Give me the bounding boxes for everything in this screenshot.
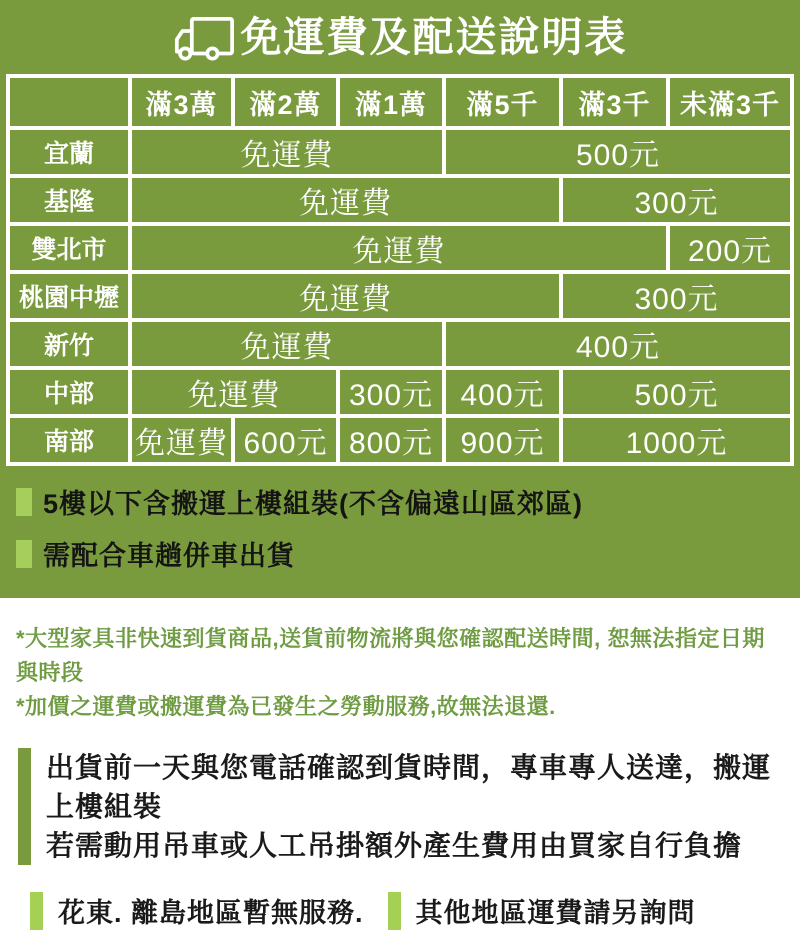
table-row [8, 416, 792, 464]
green-square-marker [16, 540, 32, 568]
bottom-note-other-areas [388, 891, 696, 930]
footnote-line-2: *加價之運費或搬運費為已發生之勞動服務,故無法退還. [16, 694, 556, 719]
table-row [8, 176, 792, 224]
legend-item [16, 534, 800, 573]
bottom-note-text: 其他地區運費請另詢問 [415, 898, 696, 928]
table-row [8, 272, 792, 320]
column-header: 滿3萬 [130, 76, 233, 128]
corner-cell [8, 76, 130, 128]
column-header: 滿3千 [561, 76, 668, 128]
fee-cell: 400元 [444, 368, 561, 416]
table-body [8, 128, 792, 464]
table-row [8, 320, 792, 368]
fee-cell: 免運費 [130, 224, 668, 272]
delivery-note-line-2: 若需動用吊車或人工吊掛額外產生費用由買家自行負擔 [46, 830, 743, 861]
region-label: 基隆 [8, 176, 130, 224]
shipping-fee-table [6, 74, 794, 466]
bottom-note-text: 花東. 離島地區暫無服務. [58, 898, 364, 928]
green-square-marker [16, 488, 32, 516]
region-label: 宜蘭 [8, 128, 130, 176]
sheet-header [0, 0, 800, 74]
table-row [8, 368, 792, 416]
fee-cell: 免運費 [130, 176, 561, 224]
green-bar-marker [388, 892, 401, 930]
table-header-row [8, 76, 792, 128]
footnotes [0, 598, 800, 724]
footnote-line-1: *大型家具非快速到貨商品,送貨前物流將與您確認配送時間, 恕無法指定日期與時段 [16, 626, 765, 685]
fee-cell: 500元 [561, 368, 792, 416]
fee-cell: 免運費 [130, 368, 338, 416]
fee-cell: 600元 [233, 416, 338, 464]
white-panel [0, 598, 800, 930]
fee-cell: 1000元 [561, 416, 792, 464]
region-label: 中部 [8, 368, 130, 416]
bottom-notes [30, 891, 784, 930]
column-header: 未滿3千 [668, 76, 792, 128]
fee-cell: 免運費 [130, 272, 561, 320]
green-bar-marker [30, 892, 43, 930]
legend [0, 466, 800, 573]
region-label: 雙北市 [8, 224, 130, 272]
fee-cell: 免運費 [130, 320, 444, 368]
fee-cell: 300元 [561, 176, 792, 224]
fee-cell: 500元 [444, 128, 792, 176]
fee-cell: 400元 [444, 320, 792, 368]
fee-cell: 300元 [561, 272, 792, 320]
fee-cell: 800元 [338, 416, 444, 464]
legend-item [16, 482, 800, 521]
region-label: 桃園中壢 [8, 272, 130, 320]
fee-cell: 300元 [338, 368, 444, 416]
legend-text: 5樓以下含搬運上樓組裝(不含偏遠山區郊區) [43, 489, 583, 519]
fee-cell: 免運費 [130, 128, 444, 176]
region-label: 新竹 [8, 320, 130, 368]
fee-cell: 900元 [444, 416, 561, 464]
table-row [8, 128, 792, 176]
fee-cell: 免運費 [130, 416, 233, 464]
region-label: 南部 [8, 416, 130, 464]
delivery-note-text [46, 748, 784, 865]
table-row [8, 224, 792, 272]
page-title: 免運費及配送說明表 [240, 13, 628, 60]
fee-cell: 200元 [668, 224, 792, 272]
truck-icon [173, 16, 235, 61]
delivery-note [18, 748, 784, 865]
column-header: 滿1萬 [338, 76, 444, 128]
column-header: 滿5千 [444, 76, 561, 128]
column-header: 滿2萬 [233, 76, 338, 128]
delivery-note-line-1: 出貨前一天與您電話確認到貨時間，專車專人送達，搬運上樓組裝 [46, 752, 772, 822]
legend-text: 需配合車趟併車出貨 [43, 541, 295, 571]
green-bar-marker [18, 748, 31, 865]
bottom-note-east-islands [30, 891, 364, 930]
